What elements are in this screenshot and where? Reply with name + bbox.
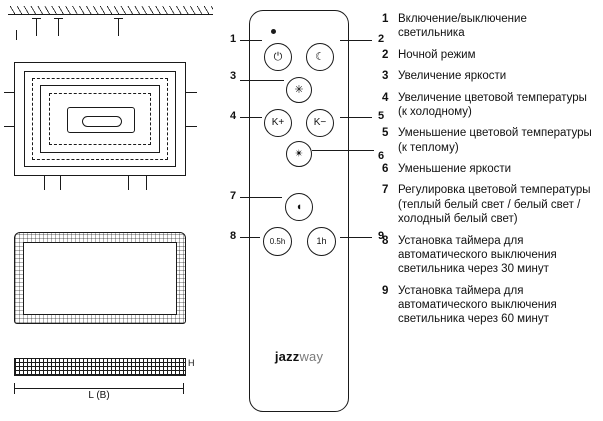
legend-item: [382, 126, 596, 155]
height-mark-label: H: [188, 358, 195, 368]
ceiling-hatch: [8, 6, 213, 16]
leader-line-4: [240, 117, 262, 118]
legend-text: Установка таймера для автоматического выключения светильника через 60 минут: [398, 284, 557, 326]
legend-item: [382, 91, 596, 120]
legend-number: 8: [382, 234, 389, 247]
fixture-side-view: [14, 232, 184, 322]
legend-number: 9: [382, 284, 389, 297]
brightness-up-button[interactable]: ✳: [286, 77, 312, 103]
legend-number: 7: [382, 184, 389, 197]
callout-3: 3: [230, 70, 237, 82]
technical-drawing: [0, 0, 222, 421]
mount-arrow-3-head: [114, 18, 123, 19]
brand-logo: [250, 349, 348, 364]
legend-number: 4: [382, 91, 389, 104]
brand-name-bold: jazz: [274, 349, 300, 364]
callout-1: 1: [230, 33, 237, 45]
night-mode-button[interactable]: ☾: [306, 43, 334, 71]
mounting-bracket-strip: [14, 358, 186, 376]
legend-text: Включение/выключение светильника: [398, 13, 527, 40]
remote-control-diagram: [249, 10, 347, 410]
leader-line-7: [240, 197, 282, 198]
mount-arrow-4: [16, 30, 17, 40]
dimension-line: [14, 388, 184, 389]
legend-item: [382, 69, 596, 83]
legend-text: Регулировка цветовой температуры (теплый белый свет / белый свет / холодный белый свет): [398, 184, 591, 226]
mount-arrow-1-head: [32, 18, 41, 19]
mount-arrows-top: [14, 18, 136, 38]
legend-number: 3: [382, 70, 389, 83]
callout-9: 9: [378, 230, 385, 242]
ceiling-line: [8, 14, 213, 15]
brand-name-light: way: [299, 349, 324, 364]
top-view-driver-block: [67, 107, 135, 133]
mount-arrow-2-head: [54, 18, 63, 19]
legend-number: 1: [382, 13, 389, 25]
power-button[interactable]: ⏻: [264, 43, 292, 71]
timer-60min-button[interactable]: 1h: [307, 227, 336, 256]
arrow-bottom-4: [146, 176, 147, 190]
callout-5: 5: [378, 110, 385, 122]
mount-arrow-2: [58, 18, 59, 36]
leader-line-3: [240, 80, 284, 81]
legend-text: Увеличение цветовой температуры (к холодному): [398, 91, 587, 118]
callout-4: 4: [230, 110, 237, 122]
legend-number: 5: [382, 127, 389, 140]
arrow-bottom-3: [128, 176, 129, 190]
side-view-body: [14, 232, 186, 324]
arrow-right-2: [185, 126, 197, 127]
leader-line-8: [240, 237, 260, 238]
legend-text: Ночной режим: [398, 48, 476, 61]
legend-number: 2: [382, 48, 389, 61]
timer-30min-button[interactable]: 0.5h: [263, 227, 292, 256]
brightness-down-button[interactable]: ✴: [286, 141, 312, 167]
color-temp-cycle-button[interactable]: ◖: [285, 193, 313, 221]
fixture-top-view: [14, 62, 186, 176]
legend-item: [382, 12, 596, 41]
remote-body: [249, 10, 349, 412]
color-temp-up-button[interactable]: K+: [264, 109, 292, 137]
arrow-bottom-2: [60, 176, 61, 190]
callout-8: 8: [230, 230, 237, 242]
legend-item: [382, 284, 596, 327]
legend-text: Уменьшение яркости: [398, 163, 512, 175]
legend-item: [382, 183, 596, 226]
arrow-bottom-1: [44, 176, 45, 190]
legend-text: Увеличение яркости: [398, 70, 507, 83]
leader-line-5: [340, 117, 372, 118]
side-view-diffuser: [23, 242, 177, 315]
leader-line-6: [312, 150, 374, 151]
legend-item: [382, 48, 596, 62]
legend-item: [382, 162, 596, 176]
legend-list: [382, 12, 596, 334]
callout-2: 2: [378, 33, 385, 45]
legend-number: 6: [382, 163, 389, 175]
mount-arrow-1: [36, 18, 37, 36]
leader-line-9: [340, 237, 372, 238]
legend-text: Уменьшение цветовой температуры (к теплому): [398, 127, 592, 154]
leader-line-1: [240, 40, 262, 41]
legend-text: Установка таймера для автоматического выключения светильника через 30 минут: [398, 234, 557, 276]
callout-7: 7: [230, 190, 237, 202]
ir-led-icon: [271, 29, 276, 34]
legend-item: [382, 234, 596, 277]
arrow-right-1: [185, 92, 197, 93]
callout-6: 6: [378, 150, 385, 162]
dimension-label: L (B): [88, 390, 110, 401]
color-temp-down-button[interactable]: K−: [306, 109, 334, 137]
mount-arrow-3: [118, 18, 119, 36]
leader-line-2: [340, 40, 372, 41]
